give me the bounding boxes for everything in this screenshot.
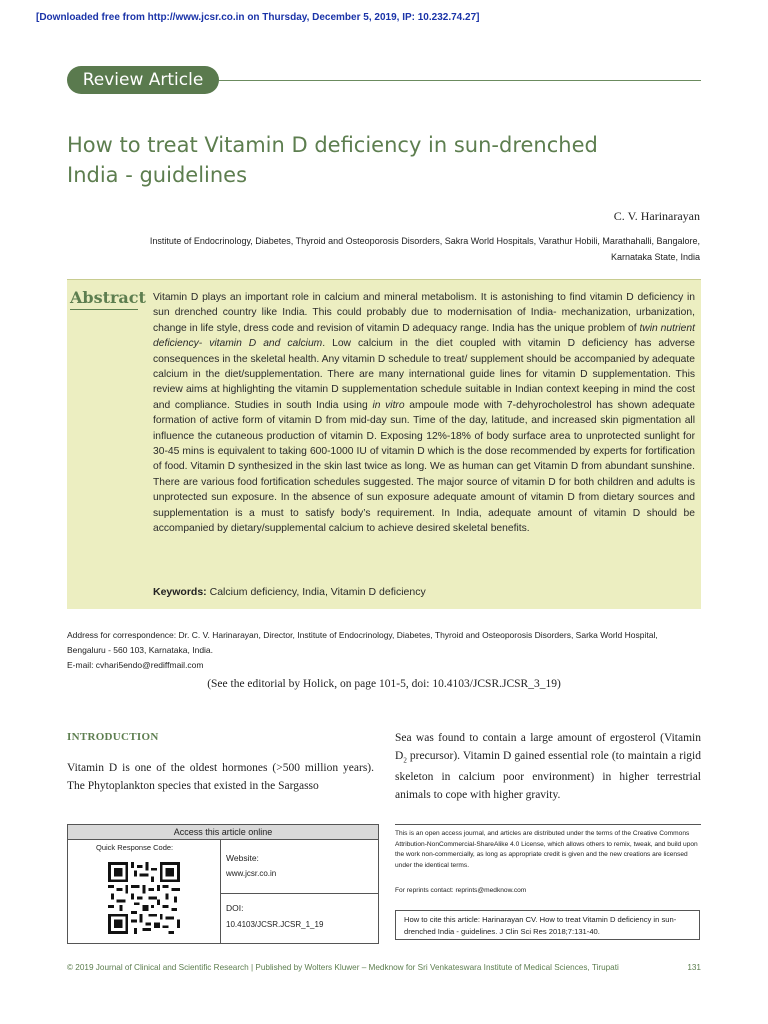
author-name: C. V. Harinarayan [613, 209, 700, 223]
address-line-1: Address for correspondence: Dr. C. V. Harinarayan, Director, Institute of Endocrinology, Diabetes, Thyroid and Osteoporosis Disorders, Sarka World Hospital, [67, 630, 658, 640]
title-line-1: How to treat Vitamin D deficiency in sun-drenched [67, 133, 598, 157]
open-access-notice: This is an open access journal, and articles are distributed under the terms of the Creative Commons Attribution-NonCommercial-ShareAlike 4.0 License, which allows others to remix, tweak, and build upon the work non-commercially, as long as appropriate credit is given and the new creations are licensed under the identical terms. [395, 830, 698, 870]
intro-right-a: Sea was found to contain a large amount of ergosterol (Vitamin D [395, 732, 701, 762]
section-tag: Review Article [67, 66, 219, 94]
introduction-heading: INTRODUCTION [67, 731, 159, 743]
title-line-2: India - guidelines [67, 163, 248, 187]
correspondence-address [67, 628, 707, 673]
article-title [67, 130, 687, 190]
website-label: Website: [226, 853, 259, 863]
abstract-text-a: Vitamin D plays an important role in calcium and mineral metabolism. It is astonishing to find vitamin D deficiency in sun drenched country like India. This could probably due to modernisation of India- mechanization, urbanization, change in life style, dress code and revision of vitamin D adequacy range. India has the unique problem of [153, 292, 695, 334]
affiliation-line-1: Institute of Endocrinology, Diabetes, Thyroid and Osteoporosis Disorders, Sakra World Hospitals, Varathur Hobili, Marathahalli, Bangalore, [149, 236, 700, 246]
intro-right-b: precursor). Vitamin D gained essential role (to maintain a rigid skeleton in calcium poor environment) in higher terrestrial animals to cope with higher gravity. [395, 749, 701, 801]
section-divider [219, 80, 701, 81]
access-box-divider [220, 840, 221, 943]
reprints-contact[interactable]: For reprints contact: reprints@medknow.com [395, 887, 527, 894]
abstract-text-b: . Low calcium in the diet coupled with vitamin D deficiency has adverse consequences in the skeletal health. Any vitamin D schedule to treat/ supplement should be accompanied by adequate calcium in the diet/supplementation. There are many international guide lines for vitamin D supplementation. This review aims at highlighting the vitamin D supplementation schedule suitable in Indian context keeping in mind the cost and compliance. Studies in south India using [153, 338, 696, 411]
intro-right-subscript: 2 [403, 755, 407, 764]
website-link[interactable]: www.jcsr.co.in [226, 869, 277, 878]
introduction-left-column: Vitamin D is one of the oldest hormones (>500 million years). The Phytoplankton species that existed in the Sargasso [67, 762, 374, 792]
address-line-2: Bengaluru - 560 103, Karnataka, India. [67, 645, 214, 655]
access-box-heading: Access this article online [68, 825, 378, 840]
affiliation-line-2: Karnataka State, India [610, 252, 700, 262]
footer-text: © 2019 Journal of Clinical and Scientific Research | Published by Wolters Kluwer – Medknow for Sri Venkateswara Institute of Medical Sciences, Tirupati [67, 963, 619, 972]
qr-code-label: Quick Response Code: [96, 843, 174, 852]
affiliation [67, 233, 700, 265]
page-footer [67, 963, 701, 972]
abstract-text-italic-2: in vitro [372, 399, 405, 411]
address-line-3: E-mail: cvhari5endo@rediffmail.com [67, 660, 204, 670]
abstract-heading: Abstract [70, 288, 146, 307]
download-banner: [Downloaded free from http://www.jcsr.co.in on Thursday, December 5, 2019, IP: 10.232.74.27] [36, 12, 480, 23]
keywords [153, 586, 426, 598]
keywords-label: Keywords: [153, 586, 207, 598]
access-box-divider [220, 893, 378, 894]
qr-code-icon[interactable] [108, 862, 180, 934]
abstract-heading-underline [70, 309, 138, 310]
page-number: 131 [687, 963, 701, 972]
doi-label: DOI: [226, 903, 244, 913]
editorial-reference: (See the editorial by Holick, on page 101-5, doi: 10.4103/JCSR.JCSR_3_19) [207, 678, 561, 690]
citation-box: How to cite this article: Harinarayan CV. How to treat Vitamin D deficiency in sun-drenched India - guidelines. J Clin Sci Res 2018;7:131-40. [395, 910, 700, 940]
introduction-right-column [395, 730, 701, 804]
abstract-text-c: ampoule mode with 7-dehyrocholestrol has shown adequate formation of active form of vitamin D from mid-day sun. Time of the day, latitude, and increased skin pigmentation all influence the cutaneous production of vitamin D. Exposing 12%-18% of body surface area to unprotected sunlight for 30-45 mins is equivalent to taking 600-1000 IU of vitamin D which is the dose recommended by experts for fortification of food. Vitamin D synthesized in the skin last twice as long. We as human can get Vitamin D from abundant sunshine. There are various food fortification schedules suggested. The major source of vitamin D for both children and adults is unprotected sun exposure. In the absence of sun exposure adequate amount of vitamin D from dietary sources and supplementation is a must to satisfy body’s requirement. In India, adequate amount of vitamin D should be accompanied by dietary/supplemental calcium to achieve desired skeletal benefits. [153, 399, 695, 535]
open-access-divider [395, 824, 701, 825]
keywords-value: Calcium deficiency, India, Vitamin D deficiency [206, 586, 426, 598]
abstract-text [153, 290, 695, 537]
abstract-text-italic: twin nutrient deficiency- vitamin D and calcium [153, 322, 695, 350]
doi-link[interactable]: 10.4103/JCSR.JCSR_1_19 [226, 920, 324, 929]
